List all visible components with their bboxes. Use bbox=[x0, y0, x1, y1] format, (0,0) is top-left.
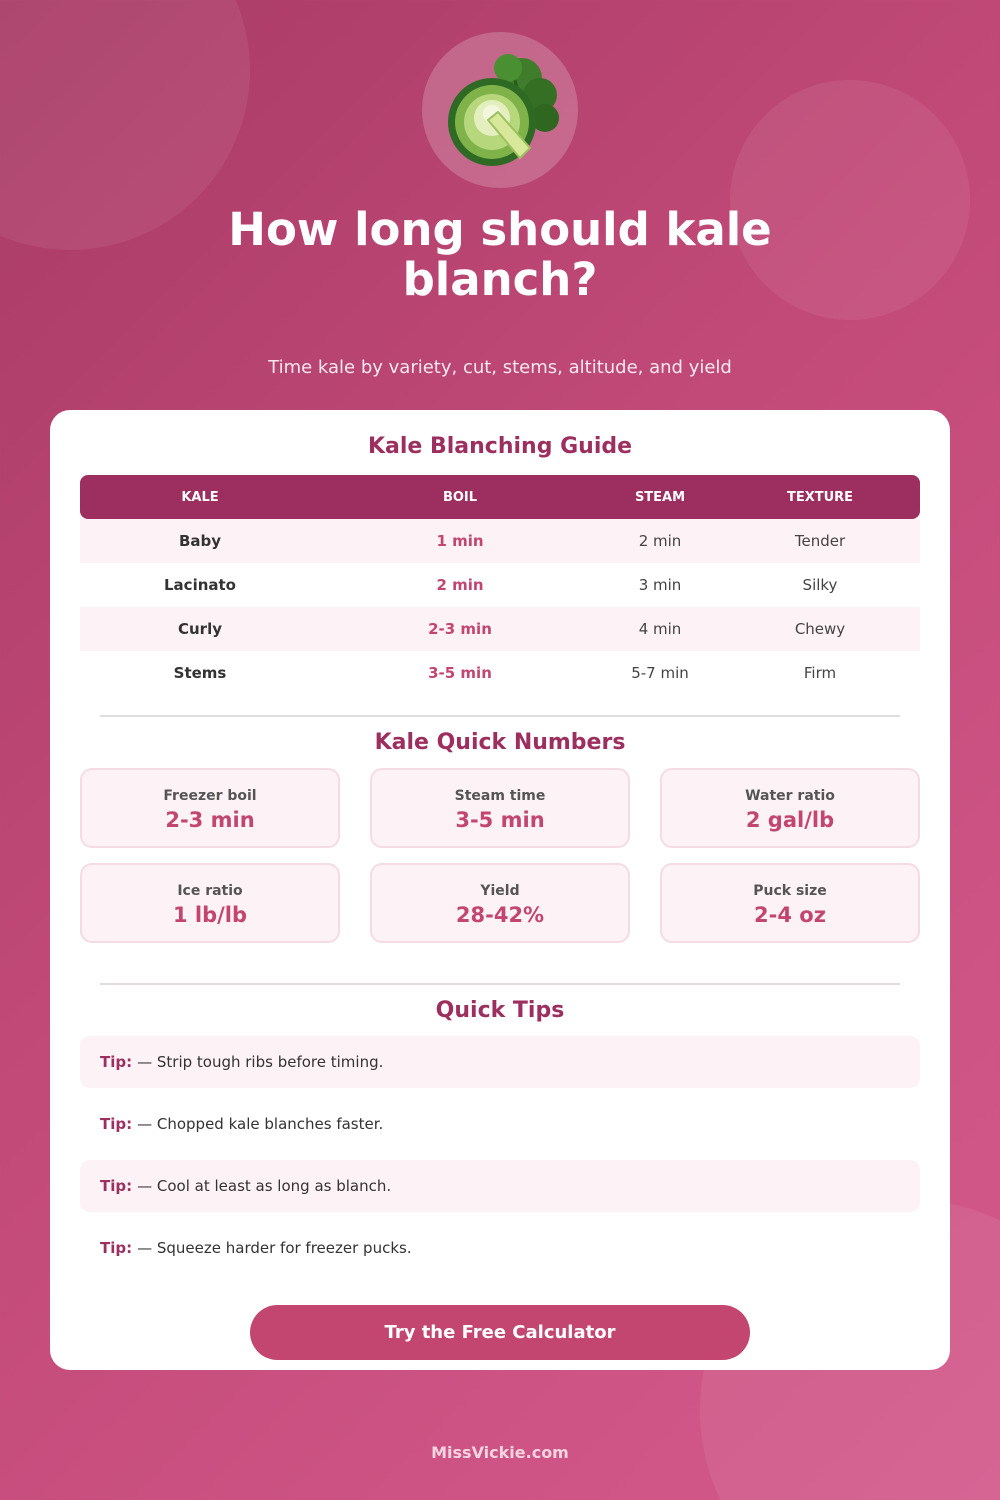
cell-texture: Tender bbox=[794, 532, 846, 550]
table-row bbox=[80, 651, 920, 695]
stat-card-water-ratio bbox=[660, 768, 920, 848]
stat-card-freezer-boil bbox=[80, 768, 340, 848]
cell-boil: 2-3 min bbox=[428, 620, 492, 638]
tip-label: Tip: bbox=[100, 1053, 133, 1071]
stat-card-ice-ratio bbox=[80, 863, 340, 943]
stat-label: Puck size bbox=[753, 883, 827, 899]
section-divider bbox=[100, 715, 900, 717]
cell-texture: Silky bbox=[802, 576, 838, 594]
tip-text: — Cool at least as long as blanch. bbox=[137, 1177, 392, 1195]
content-card bbox=[50, 410, 950, 1370]
section-divider bbox=[100, 983, 900, 985]
kale-icon bbox=[430, 40, 570, 180]
column-header-texture: TEXTURE bbox=[786, 489, 854, 505]
cell-boil: 2 min bbox=[436, 576, 484, 594]
cell-kale: Curly bbox=[177, 620, 222, 638]
tip-item bbox=[80, 1036, 920, 1088]
cell-steam: 5-7 min bbox=[631, 664, 689, 682]
cell-boil: 1 min bbox=[436, 532, 484, 550]
table-row bbox=[80, 519, 920, 563]
tip-item bbox=[80, 1160, 920, 1212]
stat-card-puck-size bbox=[660, 863, 920, 943]
stat-value: 28-42% bbox=[455, 903, 545, 927]
calculator-button[interactable]: Try the Free Calculator bbox=[250, 1305, 750, 1360]
tip-text: — Squeeze harder for freezer pucks. bbox=[137, 1239, 412, 1257]
stat-label: Yield bbox=[480, 883, 520, 899]
stat-label: Water ratio bbox=[745, 788, 835, 804]
table-header bbox=[80, 475, 920, 519]
tip-label: Tip: bbox=[100, 1239, 133, 1257]
tip-label: Tip: bbox=[100, 1115, 133, 1133]
column-header-steam: STEAM bbox=[634, 489, 686, 505]
cell-kale: Stems bbox=[173, 664, 227, 682]
hero-icon-badge bbox=[422, 32, 578, 188]
stat-card-steam-time bbox=[370, 768, 630, 848]
cell-steam: 4 min bbox=[638, 620, 682, 638]
tip-item bbox=[80, 1098, 920, 1150]
cell-boil: 3-5 min bbox=[428, 664, 492, 682]
column-header-boil: BOIL bbox=[442, 489, 478, 505]
tip-text: — Strip tough ribs before timing. bbox=[137, 1053, 384, 1071]
page-title: How long should kale blanch? bbox=[228, 203, 772, 306]
stat-card-yield bbox=[370, 863, 630, 943]
quick-numbers-title: Kale Quick Numbers bbox=[374, 730, 626, 755]
blanching-table bbox=[80, 475, 920, 695]
cell-kale: Baby bbox=[178, 532, 222, 550]
stat-label: Steam time bbox=[454, 788, 546, 804]
column-header-kale: KALE bbox=[181, 489, 219, 505]
stat-value: 2-3 min bbox=[165, 808, 255, 832]
cell-kale: Lacinato bbox=[164, 576, 236, 594]
guide-title: Kale Blanching Guide bbox=[367, 434, 633, 459]
stat-value: 1 lb/lb bbox=[172, 903, 248, 927]
cell-steam: 3 min bbox=[638, 576, 682, 594]
stat-value: 3-5 min bbox=[455, 808, 545, 832]
tips-title: Quick Tips bbox=[435, 998, 565, 1023]
cell-texture: Firm bbox=[803, 664, 837, 682]
cell-steam: 2 min bbox=[638, 532, 682, 550]
tip-item bbox=[80, 1222, 920, 1274]
stat-value: 2 gal/lb bbox=[745, 808, 835, 832]
stat-label: Ice ratio bbox=[177, 883, 243, 899]
footer-brand[interactable]: MissVickie.com bbox=[431, 1443, 569, 1462]
table-row bbox=[80, 563, 920, 607]
stat-value: 2-4 oz bbox=[754, 903, 826, 927]
tip-text: — Chopped kale blanches faster. bbox=[137, 1115, 384, 1133]
stat-label: Freezer boil bbox=[163, 788, 257, 804]
table-row bbox=[80, 607, 920, 651]
tip-label: Tip: bbox=[100, 1177, 133, 1195]
page-subtitle: Time kale by variety, cut, stems, altitude, and yield bbox=[268, 357, 732, 378]
cell-texture: Chewy bbox=[794, 620, 846, 638]
